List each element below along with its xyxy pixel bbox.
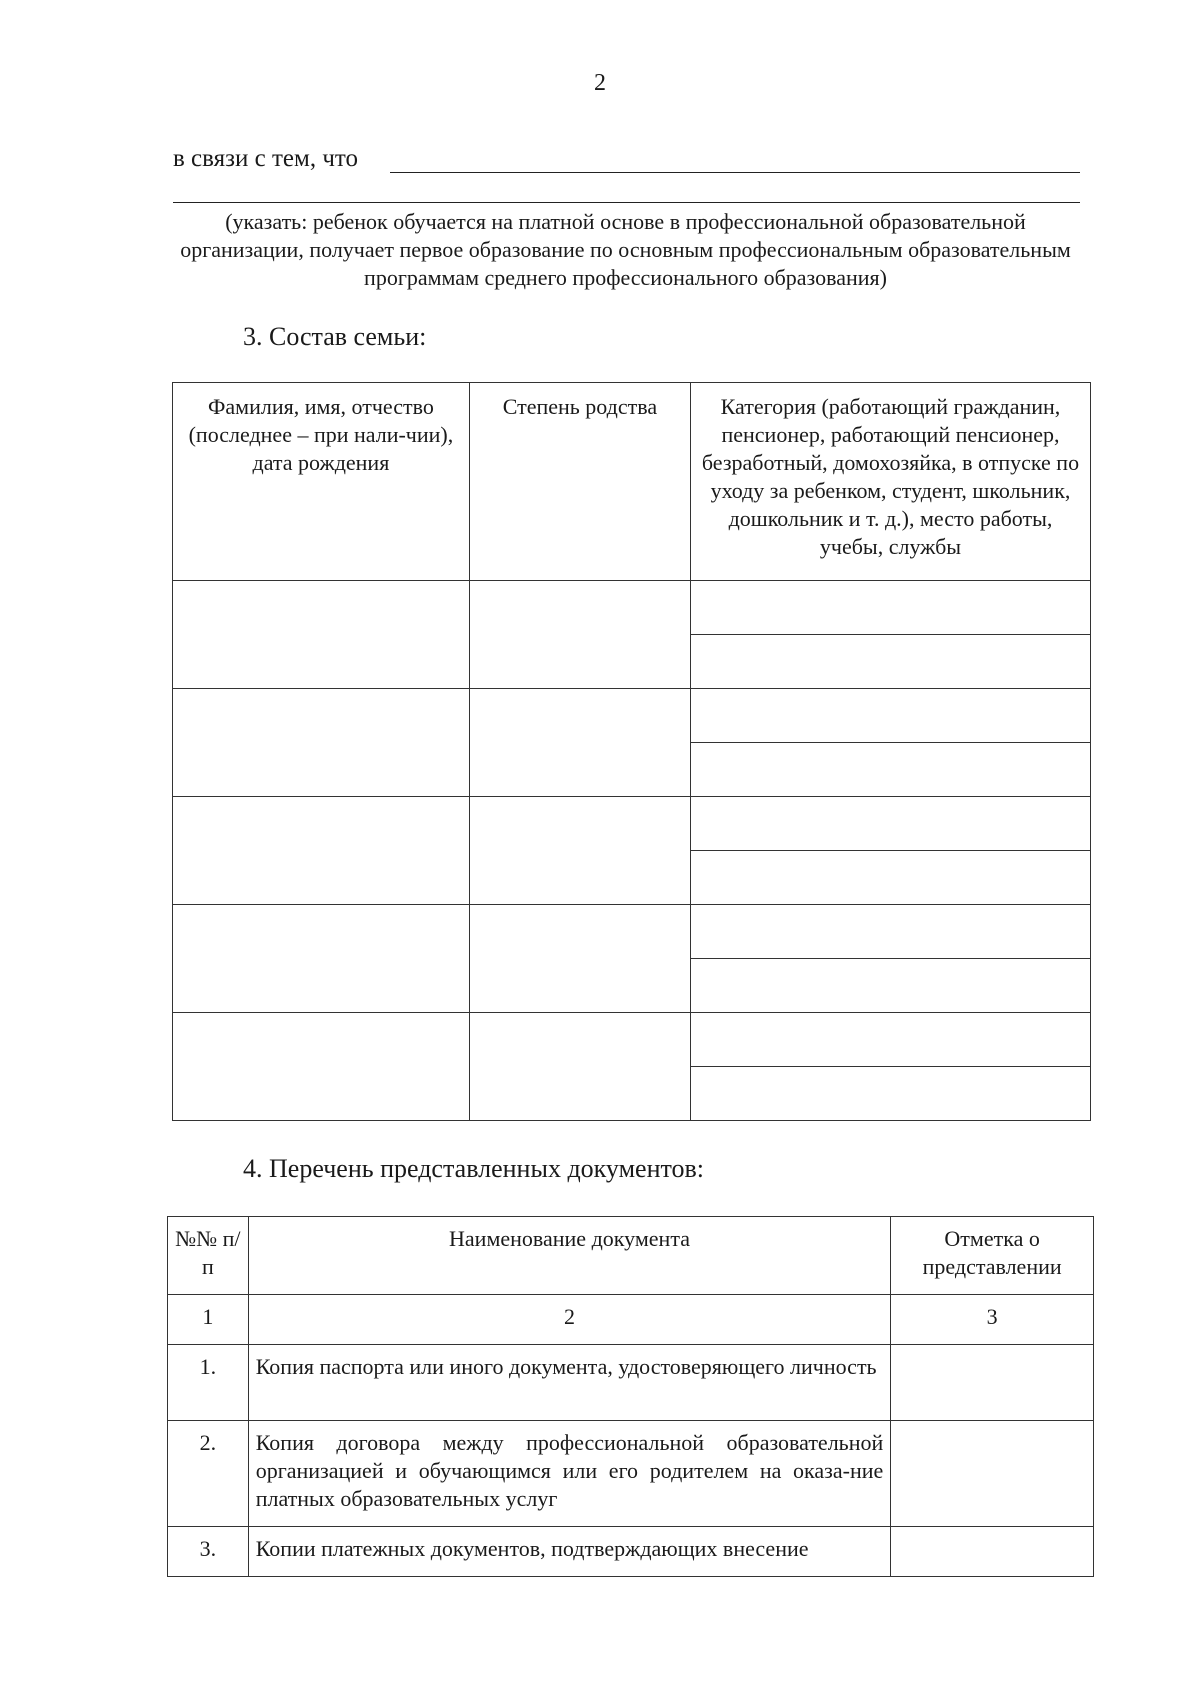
document-name: Копия договора между профессиональной образовательной организацией и обучающимся или его родителем на оказа-ние платных образовательных услуг	[248, 1421, 891, 1527]
document-mark-cell[interactable]	[891, 1527, 1094, 1577]
family-row-4	[173, 905, 1091, 959]
family-row-5	[173, 1013, 1091, 1067]
section-4-heading: 4. Перечень представленных документов:	[243, 1154, 705, 1183]
column-number-3: 3	[891, 1295, 1094, 1345]
document-row	[168, 1421, 1094, 1527]
cell-workplace[interactable]	[690, 1067, 1090, 1121]
cell-relationship[interactable]	[469, 689, 690, 797]
cell-workplace[interactable]	[690, 851, 1090, 905]
document-number: 3.	[168, 1527, 249, 1577]
reason-note: (указать: ребенок обучается на платной основе в профессиональной образовательной организации, получает первое образование по основным профессиональным образовательным программам среднего профессионального образования)	[180, 209, 1071, 290]
reason-input-line-2[interactable]	[173, 202, 1080, 203]
column-numbers-row	[168, 1295, 1094, 1345]
family-table-header	[173, 383, 1091, 581]
cell-workplace[interactable]	[690, 959, 1090, 1013]
cell-workplace[interactable]	[690, 635, 1090, 689]
section-3-heading: 3. Состав семьи:	[243, 322, 427, 351]
family-table	[172, 382, 1091, 1121]
document-mark-cell[interactable]	[891, 1421, 1094, 1527]
cell-full-name[interactable]	[173, 689, 470, 797]
document-name: Копии платежных документов, подтверждающих внесение	[248, 1527, 891, 1577]
document-row	[168, 1527, 1094, 1577]
cell-full-name[interactable]	[173, 905, 470, 1013]
cell-full-name[interactable]	[173, 797, 470, 905]
family-row-2	[173, 689, 1091, 743]
cell-full-name[interactable]	[173, 581, 470, 689]
cell-category[interactable]	[690, 797, 1090, 851]
page-number: 2	[594, 70, 606, 96]
reason-prefix: в связи с тем, что	[173, 145, 358, 172]
cell-relationship[interactable]	[469, 581, 690, 689]
cell-relationship[interactable]	[469, 1013, 690, 1121]
cell-relationship[interactable]	[469, 797, 690, 905]
header-relationship: Степень родства	[469, 383, 690, 581]
reason-input-line-1[interactable]	[390, 172, 1080, 173]
document-name: Копия паспорта или иного документа, удостоверяющего личность	[248, 1345, 891, 1421]
documents-table	[167, 1216, 1094, 1577]
cell-category[interactable]	[690, 689, 1090, 743]
document-row	[168, 1345, 1094, 1421]
documents-table-header	[168, 1217, 1094, 1295]
cell-category[interactable]	[690, 1013, 1090, 1067]
column-number-1: 1	[168, 1295, 249, 1345]
cell-workplace[interactable]	[690, 743, 1090, 797]
cell-full-name[interactable]	[173, 1013, 470, 1121]
family-row-3	[173, 797, 1091, 851]
document-number: 2.	[168, 1421, 249, 1527]
column-number-2: 2	[248, 1295, 891, 1345]
header-number: №№ п/п	[168, 1217, 249, 1295]
cell-category[interactable]	[690, 905, 1090, 959]
header-submission-mark: Отметка о представлении	[891, 1217, 1094, 1295]
cell-relationship[interactable]	[469, 905, 690, 1013]
cell-category[interactable]	[690, 581, 1090, 635]
header-full-name: Фамилия, имя, отчество (последнее – при нали-чии), дата рождения	[173, 383, 470, 581]
document-mark-cell[interactable]	[891, 1345, 1094, 1421]
header-category: Категория (работающий гражданин, пенсионер, работающий пенсионер, безработный, домохозяйка, в отпуске по уходу за ребенком, студент, школьник, дошкольник и т. д.), место работы, учебы, службы	[690, 383, 1090, 581]
document-number: 1.	[168, 1345, 249, 1421]
header-document-name: Наименование документа	[248, 1217, 891, 1295]
family-row-1	[173, 581, 1091, 635]
